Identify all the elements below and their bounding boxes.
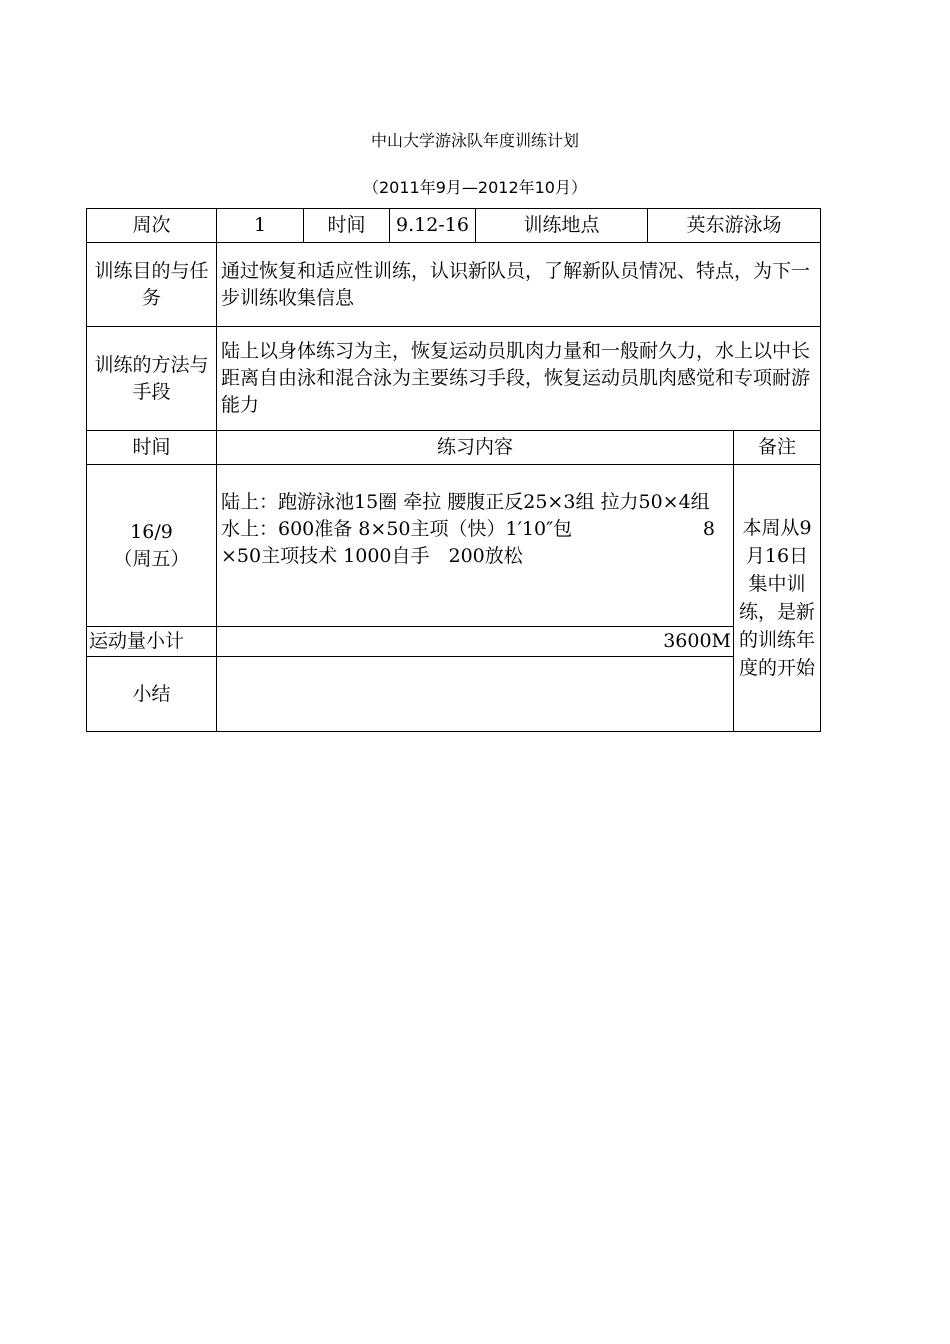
method-label: 训练的方法与手段	[87, 327, 217, 431]
col-header-remark: 备注	[734, 431, 821, 465]
session-date-cell	[87, 465, 217, 627]
session-date: 16/9	[130, 520, 173, 543]
water-training-main: 水上：600准备 8×50主项（快）1′10″包	[221, 518, 573, 540]
summary-value	[217, 657, 734, 732]
training-plan-table	[86, 208, 821, 732]
document-title: 中山大学游泳队年度训练计划	[370, 131, 579, 150]
time-label: 时间	[304, 209, 390, 243]
location-value: 英东游泳场	[648, 209, 821, 243]
water-training-line2: ×50主项技术 1000自手 200放松	[221, 545, 523, 567]
time-value: 9.12-16	[390, 209, 476, 243]
col-header-content: 练习内容	[217, 431, 734, 465]
goal-label: 训练目的与任务	[87, 243, 217, 327]
session-row	[87, 465, 821, 627]
week-value: 1	[217, 209, 304, 243]
subtotal-row	[87, 627, 821, 657]
remark-text: 本周从9月16日集中训练，是新的训练年度的开始	[739, 517, 816, 679]
method-row	[87, 327, 821, 431]
method-text: 陆上以身体练习为主，恢复运动员肌肉力量和一般耐久力，水上以中长距离自由泳和混合泳为主要练习手段，恢复运动员肌肉感觉和专项耐游能力	[217, 327, 821, 431]
document-subtitle: （2011年9月—2012年10月）	[363, 178, 587, 197]
header-row	[87, 209, 821, 243]
summary-label: 小结	[87, 657, 217, 732]
subtotal-value: 3600M	[217, 627, 734, 657]
goal-text: 通过恢复和适应性训练，认识新队员，了解新队员情况、特点，为下一步训练收集信息	[217, 243, 821, 327]
land-training: 陆上：跑游泳池15圈 牵拉 腰腹正反25×3组 拉力50×4组	[221, 491, 710, 513]
summary-row	[87, 657, 821, 732]
week-label: 周次	[87, 209, 217, 243]
water-training-tail: 8	[702, 518, 715, 540]
col-header-time: 时间	[87, 431, 217, 465]
session-weekday: （周五）	[113, 547, 190, 570]
subtotal-label: 运动量小计	[87, 627, 217, 657]
goal-row	[87, 243, 821, 327]
remark-cell	[734, 465, 821, 732]
session-content	[217, 465, 734, 627]
column-header-row	[87, 431, 821, 465]
location-label: 训练地点	[476, 209, 648, 243]
water-training-line1	[221, 516, 729, 543]
